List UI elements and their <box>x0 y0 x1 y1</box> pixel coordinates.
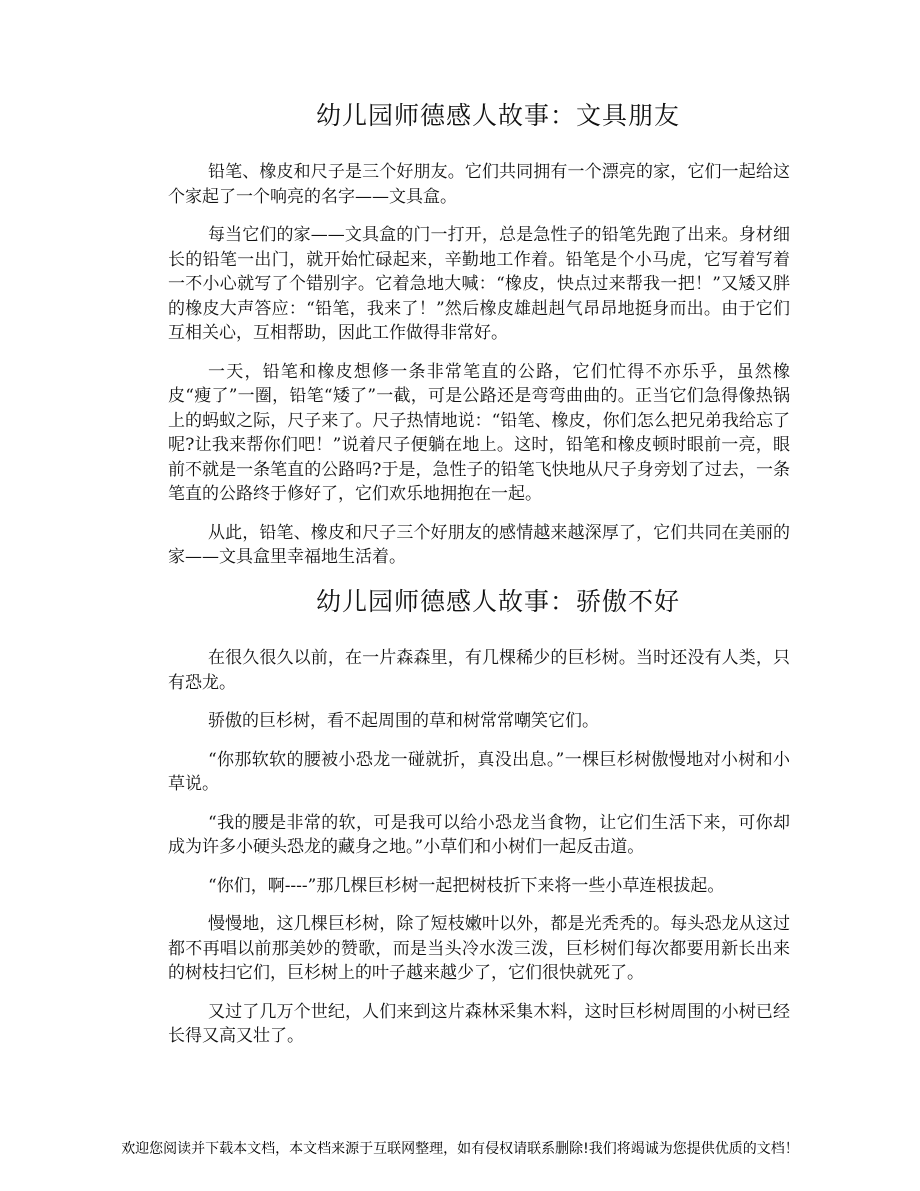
story-paragraph: 在很久很久以前，在一片森森里，有几棵稀少的巨杉树。当时还没有人类，只有恐龙。 <box>168 648 790 693</box>
story-paragraph: 一天，铅笔和橡皮想修一条非常笔直的公路，它们忙得不亦乐乎，虽然橡皮“瘦了”一圈，铅笔“矮了”一截，可是公路还是弯弯曲曲的。正当它们急得像热锅上的蚂蚁之际，尺子来了。尺子热情地说：“铅笔、橡皮，你们怎么把兄弟我给忘了呢?让我来帮你们吧！”说着尺子便躺在地上。这时，铅笔和橡皮顿时眼前一亮，眼前不就是一条笔直的公路吗?于是，急性子的铅笔飞快地从尺子身旁划了过去，一条笔直的公路终于修好了，它们欢乐地拥抱在一起。 <box>168 361 790 504</box>
story-paragraph: 又过了几万个世纪，人们来到这片森林采集木料，这时巨杉树周围的小树已经长得又高又壮了。 <box>168 1001 790 1046</box>
story-paragraph: “你那软软的腰被小恐龙一碰就折，真没出息。”一棵巨杉树傲慢地对小树和小草说。 <box>168 749 790 794</box>
story-paragraph: 骄傲的巨杉树，看不起周围的草和树常常嘲笑它们。 <box>208 711 599 731</box>
story-title: 幼儿园师德感人故事：文具朋友 <box>316 101 681 130</box>
story-paragraph: 铅笔、橡皮和尺子是三个好朋友。它们共同拥有一个漂亮的家，它们一起给这个家起了一个响亮的名字——文具盒。 <box>168 162 790 207</box>
story-paragraph: “你们，啊----”那几棵巨杉树一起把树枝折下来将一些小草连根拔起。 <box>208 875 725 896</box>
story-paragraph: 每当它们的家——文具盒的门一打开，总是急性子的铅笔先跑了出来。身材细长的铅笔一出门，就开始忙碌起来，辛勤地工作着。铅笔是个小马虎，它写着写着一不小心就写了个错别字。它着急地大喊：“橡皮，快点过来帮我一把！”又矮又胖的橡皮大声答应：“铅笔，我来了！”然后橡皮雄赳赳气昂昂地挺身而出。由于它们互相关心，互相帮助，因此工作做得非常好。 <box>168 225 790 343</box>
footer-disclaimer: 欢迎您阅读并下载本文档，本文档来源于互联网整理，如有侵权请联系删除!我们将竭诚为您提供优质的文档！ <box>121 1141 799 1157</box>
story-paragraph: “我的腰是非常的软，可是我可以给小恐龙当食物，让它们生活下来，可你却成为许多小硬头恐龙的藏身之地。”小草们和小树们一起反击道。 <box>168 812 790 857</box>
story-stationery-friends <box>168 96 790 584</box>
story-pride-is-bad <box>168 582 790 1063</box>
story-paragraph: 慢慢地，这几棵巨杉树，除了短枝嫩叶以外，都是光秃秃的。每头恐龙从这过都不再唱以前那美妙的赞歌，而是当头冷水泼三泼，巨杉树们每次都要用新长出来的树枝扫它们，巨杉树上的叶子越来越少了，它们很快就死了。 <box>168 914 790 983</box>
story-title: 幼儿园师德感人故事：骄傲不好 <box>316 587 681 616</box>
story-paragraph: 从此，铅笔、橡皮和尺子三个好朋友的感情越来越深厚了，它们共同在美丽的家——文具盒里幸福地生活着。 <box>168 522 790 567</box>
